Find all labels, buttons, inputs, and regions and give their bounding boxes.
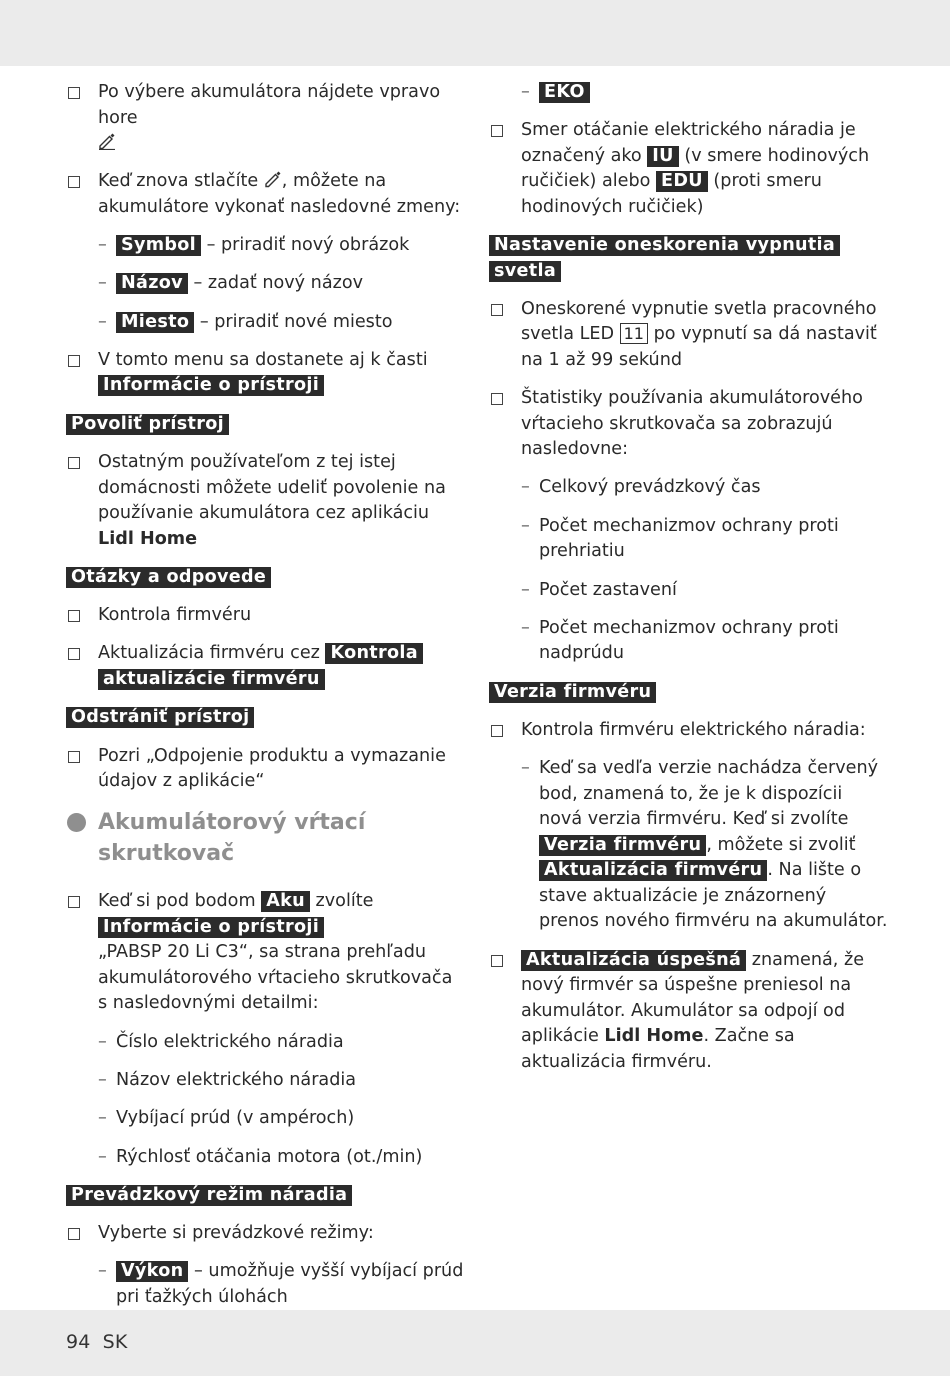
menu-tag: aktualizácie firmvéru — [98, 669, 325, 690]
subheading: Nastavenie oneskorenia vypnutia svetla — [489, 233, 889, 284]
sub-item: – Číslo elektrického náradia — [98, 1031, 344, 1052]
status-tag: Aktualizácia úspešná — [521, 950, 746, 971]
list-item: Kontrola firmvéru — [66, 603, 466, 629]
list-item: Po výbere akumulátora nájdete vpravo hore — [66, 80, 466, 157]
sub-item: – Počet mechanizmov ochrany proti prehriatiu — [521, 515, 839, 562]
subheading: Prevádzkový režim náradia — [66, 1183, 466, 1209]
subheading: Povoliť prístroj — [66, 412, 466, 438]
language-code: SK — [102, 1331, 128, 1353]
page-footer — [66, 1331, 128, 1353]
checkbox-bullet-icon — [68, 751, 80, 763]
checkbox-bullet-icon — [491, 955, 503, 967]
menu-tag: Verzia firmvéru — [539, 835, 706, 856]
subheading: Verzia firmvéru — [489, 680, 889, 706]
menu-tag: EKO — [539, 82, 590, 103]
checkbox-bullet-icon — [68, 355, 80, 367]
list-item: Keď si pod bodom Aku zvolíte Informácie o prístroji „PABSP 20 Li C3“, sa strana prehľadu akumulátorového vŕtacieho skrutkovača s nasledovnými detailmi: — [66, 889, 466, 1017]
direction-tag: EDU — [656, 171, 708, 192]
list-item: Keď znova stlačíte , môžete na akumulátore vykonať nasledovné zmeny: — [66, 169, 466, 220]
menu-tag: Informácie o prístroji — [98, 917, 324, 938]
list-item: Kontrola firmvéru elektrického náradia: — [489, 718, 889, 744]
list-item: Aktualizácia firmvéru cez Kontrola aktualizácie firmvéru — [66, 641, 466, 692]
menu-tag: Symbol — [116, 235, 201, 256]
subheading: Otázky a odpovede — [66, 565, 466, 591]
section-title: Akumulátorový vŕtací skrutkovač — [66, 807, 466, 869]
list-item: V tomto menu sa dostanete aj k časti Informácie o prístroji — [66, 348, 466, 399]
subheading: Odstrániť prístroj — [66, 705, 466, 731]
checkbox-bullet-icon — [491, 725, 503, 737]
direction-tag: IU — [647, 146, 678, 167]
checkbox-bullet-icon — [68, 457, 80, 469]
checkbox-bullet-icon — [491, 393, 503, 405]
sub-item: – Výkon – umožňuje vyšší vybíjací prúd pri ťažkých úlohách — [98, 1261, 464, 1307]
checkbox-bullet-icon — [68, 896, 80, 908]
page-number: 94 — [66, 1331, 91, 1353]
menu-tag: Aku — [261, 891, 310, 912]
checkbox-bullet-icon — [491, 304, 503, 316]
sub-item: – Miesto – priradiť nové miesto — [98, 311, 393, 332]
menu-tag: Kontrola — [325, 643, 422, 664]
checkbox-bullet-icon — [68, 648, 80, 660]
sub-item: – EKO — [489, 80, 889, 106]
list-item: Aktualizácia úspešná znamená, že nový firmvér sa úspešne preniesol na akumulátor. Akumulátor sa odpojí od aplikácie Lidl Home. Začne sa aktualizácia firmvéru. — [489, 948, 889, 1076]
bullet-dot-icon — [67, 813, 86, 832]
sub-item: – Názov elektrického náradia — [98, 1069, 357, 1090]
sub-item: – Celkový prevádzkový čas — [521, 477, 761, 498]
sub-item: – Vybíjací prúd (v ampéroch) — [98, 1108, 355, 1129]
right-column — [489, 80, 889, 1088]
sub-item: – Počet mechanizmov ochrany proti nadprúdu — [521, 617, 839, 664]
checkbox-bullet-icon — [68, 610, 80, 622]
sub-item: – Počet zastavení — [521, 579, 677, 600]
sub-item: – Keď sa vedľa verzie nachádza červený bod, znamená to, že je k dispozícii nová verzia firmvéru. Keď si zvolíte Verzia firmvéru , môžete si zvoliť Aktualizácia firmvéru . Na lište o stave aktualizácie je znázornený prenos nového firmvéru na akumulátor. — [521, 758, 888, 932]
checkbox-bullet-icon — [491, 125, 503, 137]
left-column — [66, 80, 466, 1323]
menu-tag: Názov — [116, 273, 188, 294]
pencil-icon — [264, 170, 282, 188]
menu-tag: Aktualizácia firmvéru — [539, 860, 767, 881]
list-item: Ostatným používateľom z tej istej domácnosti môžete udeliť povolenie na používanie akumulátora cez aplikáciu Lidl Home — [66, 450, 466, 552]
checkbox-bullet-icon — [68, 87, 80, 99]
pencil-icon — [98, 132, 116, 150]
list-item: Pozri „Odpojenie produktu a vymazanie údajov z aplikácie“ — [66, 744, 466, 795]
header-band — [0, 0, 950, 66]
menu-tag: Výkon — [116, 1261, 188, 1282]
menu-tag: Informácie o prístroji — [98, 375, 324, 396]
sub-item: – Symbol – priradiť nový obrázok — [98, 235, 410, 256]
list-item: Smer otáčanie elektrického náradia je označený ako IU (v smere hodinových ručičiek) alebo EDU (proti smeru hodinových ručičiek) — [489, 118, 889, 220]
menu-tag: Miesto — [116, 312, 194, 333]
footer-band — [0, 1310, 950, 1376]
checkbox-bullet-icon — [68, 1228, 80, 1240]
sub-item: – Názov – zadať nový názov — [98, 273, 364, 294]
sub-item: – Rýchlosť otáčania motora (ot./min) — [98, 1146, 423, 1167]
led-reference: 11 — [620, 323, 648, 344]
checkbox-bullet-icon — [68, 176, 80, 188]
list-item: Oneskorené vypnutie svetla pracovného svetla LED 11 po vypnutí sa dá nastaviť na 1 až 99 sekúnd — [489, 297, 889, 374]
list-item: Vyberte si prevádzkové režimy: — [66, 1221, 466, 1247]
list-item: Štatistiky používania akumulátorového vŕtacieho skrutkovača sa zobrazujú nasledovne: — [489, 386, 889, 463]
